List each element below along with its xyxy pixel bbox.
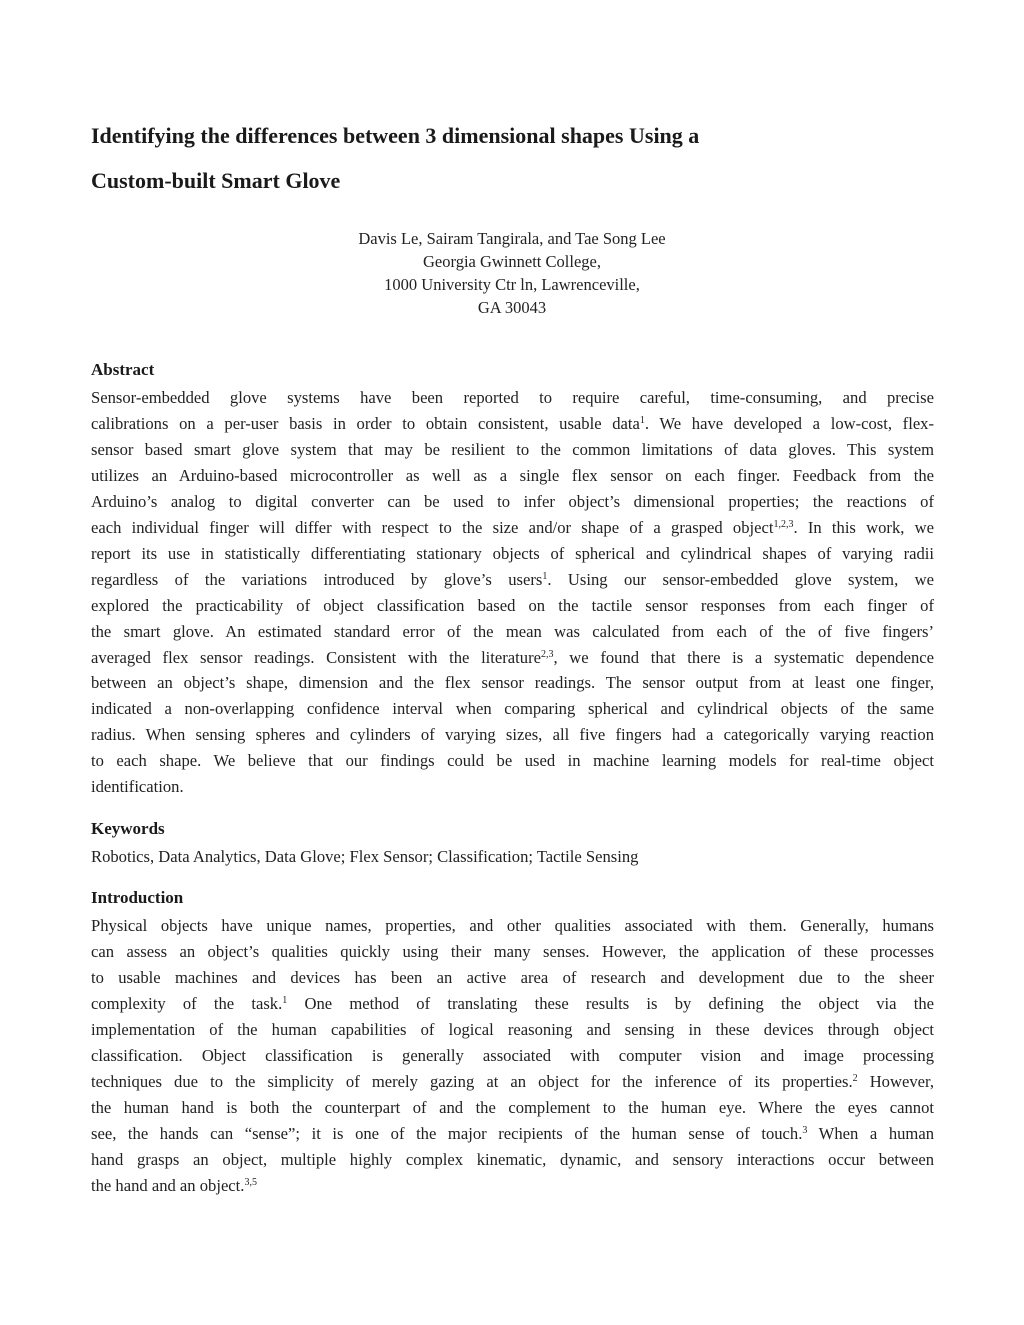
abstract-line: utilizes an Arduino-based microcontroller as well as a single flex sensor on each finger. Feedback from the	[91, 465, 934, 485]
introduction-paragraph	[91, 913, 934, 1198]
title-line-1: Identifying the differences between 3 dimensional shapes Using a	[91, 123, 700, 148]
abstract-line: indicated a non-overlapping confidence interval when comparing spherical and cylindrical objects of the same	[91, 699, 934, 719]
keywords-text: Robotics, Data Analytics, Data Glove; Flex Sensor; Classification; Tactile Sensing	[91, 847, 639, 866]
abstract-line: between an object’s shape, dimension and the flex sensor readings. The sensor output from at least one finger,	[91, 673, 934, 693]
author-names: Davis Le, Sairam Tangirala, and Tae Song Lee	[358, 229, 666, 248]
intro-line: hand grasps an object, multiple highly complex kinematic, dynamic, and sensory interactions occur between	[91, 1149, 934, 1169]
abstract-line: Arduino’s analog to digital converter can be used to infer object’s dimensional properties; the reactions of	[91, 491, 934, 511]
citation: 1	[282, 994, 288, 1006]
abstract-line: sensor based smart glove system that may be resilient to the common limitations of data gloves. This system	[91, 439, 934, 459]
author-address-line-2: GA 30043	[477, 298, 547, 317]
citation: 2	[852, 1072, 858, 1084]
intro-line: see, the hands can “sense”; it is one of the major recipients of the human sense of touch.$^3$ When a human	[91, 1123, 934, 1143]
intro-line: techniques due to the simplicity of merely gazing at an object for the inference of its properties.$^2$ However,	[91, 1071, 935, 1091]
abstract-line: calibrations on a per-user basis in order to obtain consistent, usable data$^1$. We have developed a low-cost, flex-	[91, 413, 935, 433]
abstract-line: regardless of the variations introduced by glove’s users$^1$. Using our sensor-embedded glove system, we	[91, 569, 934, 589]
abstract-line: identification.	[91, 777, 184, 797]
paper-title	[91, 113, 951, 203]
abstract-line: Sensor-embedded glove systems have been reported to require careful, time-consuming, and precise	[91, 388, 934, 407]
author-block	[0, 227, 1024, 319]
abstract-line: report its use in statistically differentiating stationary objects of spherical and cylindrical shapes of varying radii	[91, 543, 934, 563]
citation: 1	[542, 570, 548, 582]
citation: 1	[639, 414, 645, 426]
citation: 2,3	[540, 648, 554, 660]
intro-line: Physical objects have unique names, properties, and other qualities associated with them. Generally, humans	[91, 916, 934, 935]
citation: 1,2,3	[773, 518, 794, 530]
intro-line: implementation of the human capabilities of logical reasoning and sensing in these devices through object	[91, 1019, 934, 1039]
intro-line: complexity of the task.$^1$ One method of translating these results is by defining the object via the	[91, 993, 934, 1013]
abstract-line: the smart glove. An estimated standard error of the mean was calculated from each of the of five fingers’	[91, 621, 934, 641]
abstract-heading: Abstract	[91, 360, 155, 379]
intro-line: can assess an object’s qualities quickly using their many senses. However, the application of these processes	[91, 941, 934, 961]
abstract-line: each individual finger will differ with respect to the size and/or shape of a grasped object$^{1,2,3}$. In this work, we	[91, 517, 934, 537]
abstract-line: explored the practicability of object classification based on the tactile sensor responses from each finger of	[91, 595, 934, 615]
keywords-heading: Keywords	[91, 819, 165, 838]
intro-line: the human hand is both the counterpart of and the complement to the human eye. Where the eyes cannot	[91, 1097, 934, 1117]
citation: 3,5	[244, 1176, 257, 1188]
intro-line: classification. Object classification is generally associated with computer vision and image processing	[91, 1045, 934, 1065]
intro-line: to usable machines and devices has been an active area of research and development due to the sheer	[91, 967, 934, 987]
abstract-line: to each shape. We believe that our findings could be used in machine learning models for real-time object	[91, 751, 934, 771]
intro-line: the hand and an object.$^{3,5}$	[91, 1175, 257, 1195]
introduction-heading: Introduction	[91, 888, 184, 907]
citation: 3	[802, 1124, 808, 1136]
abstract-line: averaged flex sensor readings. Consistent with the literature$^{2,3}$, we found that there is a systematic dependence	[91, 647, 934, 667]
author-institution: Georgia Gwinnett College,	[423, 252, 601, 271]
title-line-2: Custom-built Smart Glove	[91, 168, 341, 193]
abstract-line: radius. When sensing spheres and cylinders of varying sizes, all five fingers had a categorically varying reaction	[91, 725, 934, 745]
author-address-line-1: 1000 University Ctr ln, Lawrenceville,	[384, 275, 640, 294]
abstract-paragraph	[91, 385, 934, 800]
